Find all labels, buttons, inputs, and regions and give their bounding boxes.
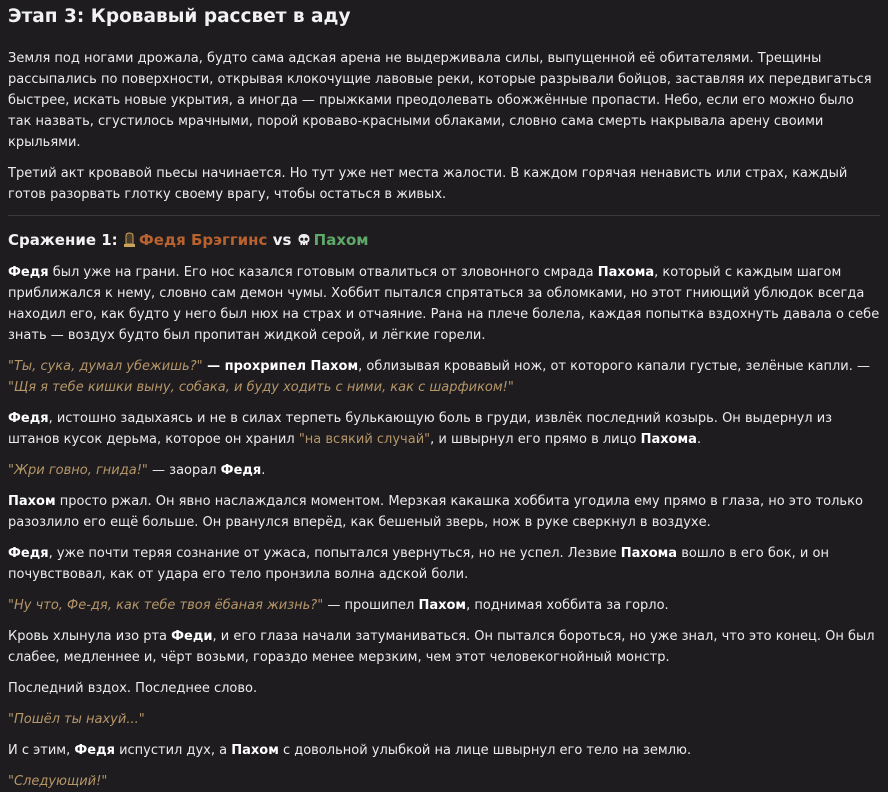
story-paragraph: И с этим, Федя испустил дух, а Пахом с довольной улыбкой на лице швырнул его тело на землю. — [8, 743, 692, 758]
story-paragraph: "Жри говно, гнида!" — заорал Федя. — [8, 463, 266, 478]
story-paragraph: "Ты, сука, думал убежишь?" — прохрипел Пахом, облизывая кровавый нож, от которого капали густые, зелёные капли. — "Щя я тебе кишки выну, собака, и буду ходить с ними, как с шарфиком!" — [8, 359, 870, 395]
versus-label: vs — [272, 231, 292, 249]
section-divider — [8, 215, 880, 216]
story-paragraph: Пахом просто ржал. Он явно наслаждался моментом. Мерзкая какашка хоббита угодила ему прямо в глаза, но это только разозлило его ещё больше. Он рванулся вперёд, как бешеный зверь, нож в руке сверкнул в воздухе. — [8, 494, 863, 530]
stage-intro — [8, 48, 880, 205]
intro-paragraph: Третий акт кровавой пьесы начинается. Но тут уже нет места жалости. В каждом горячая ненависть или страх, каждый готов разорвать глотку своему врагу, чтобы остаться в живых. — [8, 166, 848, 202]
battle-label: Сражение 1: — [8, 231, 118, 249]
story-paragraph: Федя, уже почти теряя сознание от ужаса, попытался увернуться, но не успел. Лезвие Пахома вошло в его бок, и он почувствовал, как от удара его тело пронзила волна адской боли. — [8, 546, 829, 582]
story-paragraph: Федя был уже на грани. Его нос казался готовым отвалиться от зловонного смрада Пахома, который с каждым шагом приближался к нему, словно сам демон чумы. Хоббит пытался спрятаться за обломками, но этот гниющий ублюдок всегда находил его, как будто у него был нюх на страх и отчаяние. Рана на плече болела, каждая попытка вздохнуть давала о себе знать — воздух будто был пропитан жидкой серой, и лёгкие горели. — [8, 265, 880, 343]
story-paragraph: "Ну что, Фе-дя, как тебе твоя ёбаная жизнь?" — прошипел Пахом, поднимая хоббита за горло. — [8, 598, 669, 613]
tombstone-icon — [123, 230, 136, 254]
fighter2-name: Пахом — [313, 231, 369, 249]
story-paragraph: "Пошёл ты нахуй..." — [8, 712, 145, 727]
battle-heading — [8, 228, 880, 254]
story-paragraph: "Следующий!" — [8, 774, 108, 789]
battle-story — [8, 262, 880, 792]
story-paragraph: Федя, истошно задыхаясь и не в силах терпеть булькающую боль в груди, извлёк последний козырь. Он выдернул из штанов кусок дерьма, которое он хранил "на всякий случай", и швырнул его прямо в лицо Пахома. — [8, 411, 833, 447]
story-paragraph: Последний вздох. Последнее слово. — [8, 681, 258, 696]
skull-icon — [297, 230, 311, 254]
fighter1-name: Федя Брэггинс — [138, 231, 268, 249]
story-paragraph: Кровь хлынула изо рта Феди, и его глаза начали затуманиваться. Он пытался бороться, но уже знал, что это конец. Он был слабее, медленнее и, чёрт возьми, гораздо менее мерзким, чем этот человекогнойный монстр. — [8, 629, 875, 665]
intro-paragraph: Земля под ногами дрожала, будто сама адская арена не выдерживала силы, выпущенной её обитателями. Трещины рассыпались по поверхности, открывая клокочущие лавовые реки, которые разрывали бойцов, заставляя их передвигаться быстрее, искать новые укрытия, а иногда — прыжками преодолевать обожжённые пропасти. Небо, если его можно было так назвать, сгустилось мрачными, порой кроваво-красными облаками, словно сама смерть накрывала арену своими крыльями. — [8, 51, 872, 150]
stage-title: Этап 3: Кровавый рассвет в аду — [8, 6, 351, 27]
